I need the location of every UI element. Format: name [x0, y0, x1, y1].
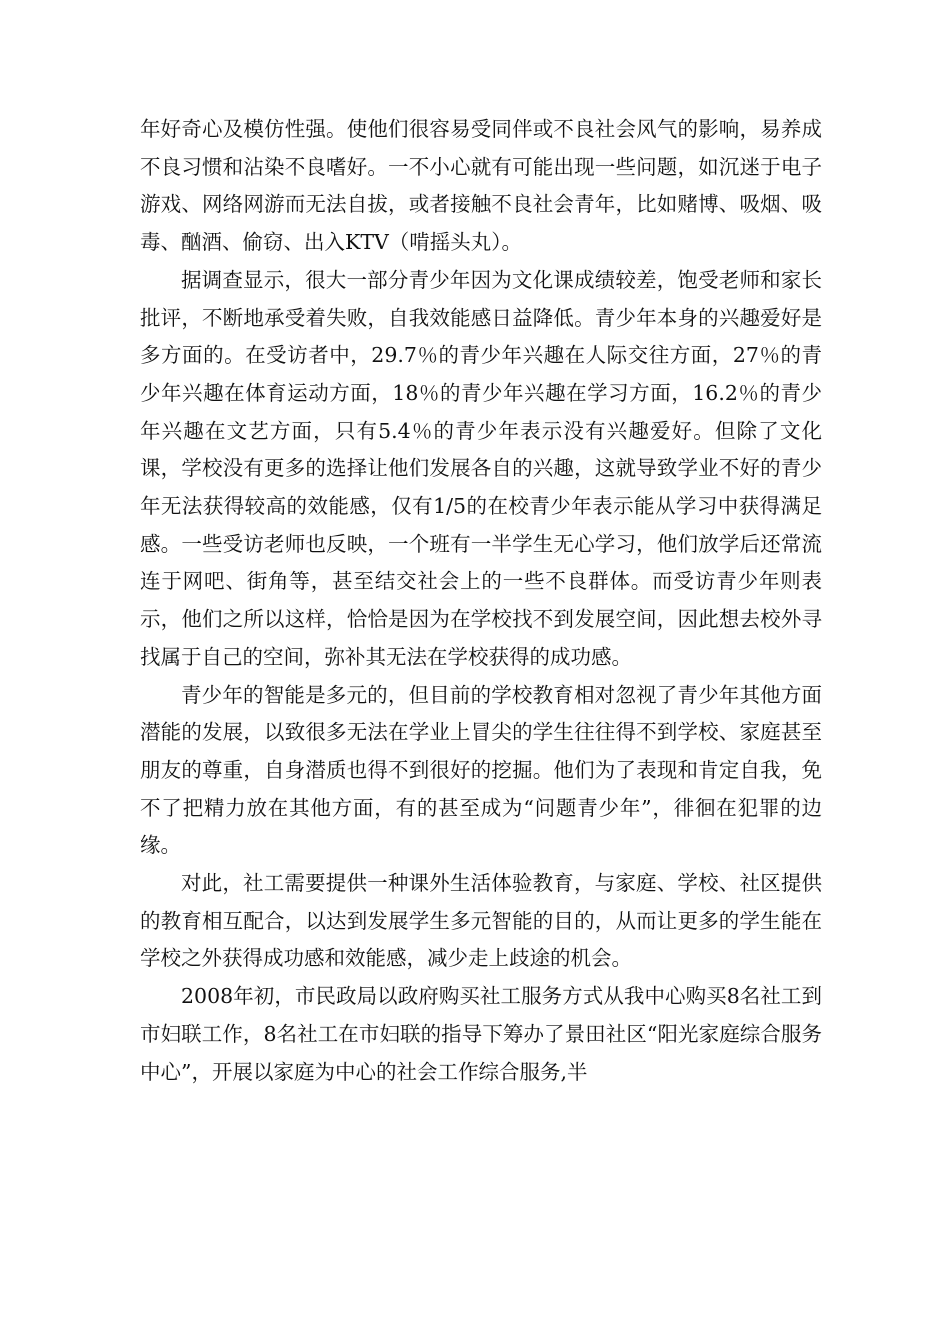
paragraph-2008-service: 2008年初，市民政局以政府购买社工服务方式从我中心购买8名社工到市妇联工作，8名社工在市妇联的指导下筹办了景田社区“阳光家庭综合服务中心”，开展以家庭为中心的社会工作综合服务,半 [140, 984, 822, 1084]
paragraph-social-work-response: 对此，社工需要提供一种课外生活体验教育，与家庭、学校、社区提供的教育相互配合，以达到发展学生多元智能的目的，从而让更多的学生能在学校之外获得成功感和效能感，减少走上歧途的机会。 [140, 871, 822, 971]
body-text [140, 111, 822, 1091]
paragraph-survey-findings: 据调查显示，很大一部分青少年因为文化课成绩较差，饱受老师和家长批评，不断地承受着失败，自我效能感日益降低。青少年本身的兴趣爱好是多方面的。在受访者中，29.7％的青少年兴趣在人际交往方面，27％的青少年兴趣在体育运动方面，18％的青少年兴趣在学习方面，16.2％的青少年兴趣在文艺方面，只有5.4％的青少年表示没有兴趣爱好。但除了文化课，学校没有更多的选择让他们发展各自的兴趣，这就导致学业不好的青少年无法获得较高的效能感，仅有1/5的在校青少年表示能从学习中获得满足感。一些受访老师也反映，一个班有一半学生无心学习，他们放学后还常流连于网吧、街角等，甚至结交社会上的一些不良群体。而受访青少年则表示，他们之所以这样，恰恰是因为在学校找不到发展空间，因此想去校外寻找属于自己的空间，弥补其无法在学校获得的成功感。 [140, 267, 822, 669]
paragraph-continued: 年好奇心及模仿性强。使他们很容易受同伴或不良社会风气的影响，易养成不良习惯和沾染不良嗜好。一不小心就有可能出现一些问题，如沉迷于电子游戏、网络网游而无法自拔，或者接触不良社会青年，比如赌博、吸烟、吸毒、酗酒、偷窃、出入KTV（啃摇头丸）。 [140, 117, 822, 255]
paragraph-multiple-intelligences: 青少年的智能是多元的，但目前的学校教育相对忽视了青少年其他方面潜能的发展，以致很多无法在学业上冒尖的学生往往得不到学校、家庭甚至朋友的尊重，自身潜质也得不到很好的挖掘。他们为了表现和肯定自我，免不了把精力放在其他方面，有的甚至成为“问题青少年”，徘徊在犯罪的边缘。 [140, 682, 822, 858]
